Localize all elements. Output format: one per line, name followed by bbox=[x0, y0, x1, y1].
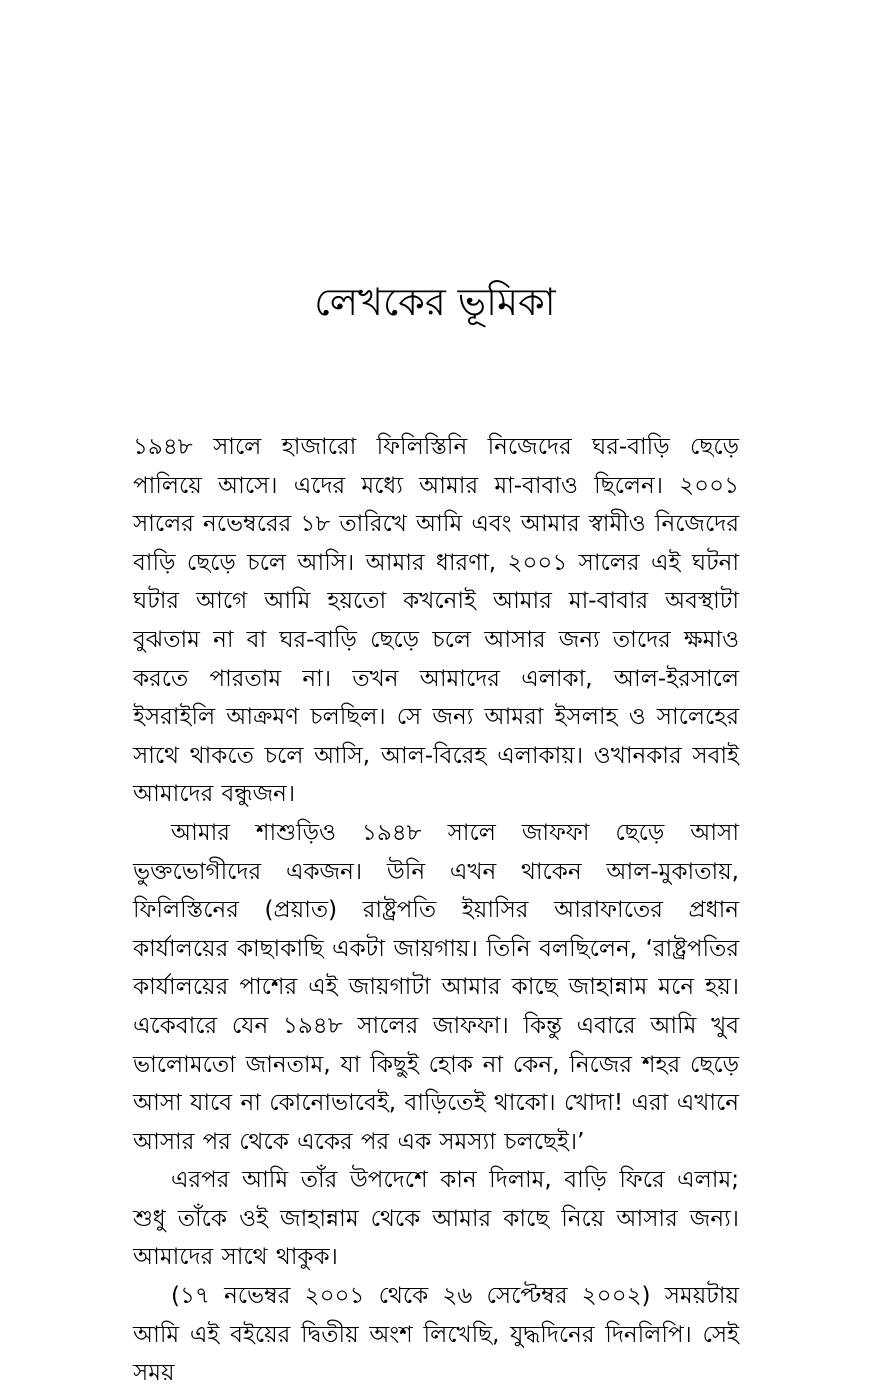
paragraph-4: (১৭ নভেম্বর ২০০১ থেকে ২৬ সেপ্টেম্বর ২০০২) সময়টায় আমি এই বইয়ের দ্বিতীয় অংশ লিখেছি, যুদ্ধদিনের দিনলিপি। সেই সময় bbox=[133, 1283, 739, 1387]
paragraph-2: আমার শাশুড়িও ১৯৪৮ সালে জাফফা ছেড়ে আসা ভুক্তভোগীদের একজন। উনি এখন থাকেন আল-মুকাতায়, ফিলিস্তিনের (প্রয়াত) রাষ্ট্রপতি ইয়াসির আরাফাতের প্রধান কার্যালয়ের কাছাকাছি একটা জায়গায়। তিনি বলছিলেন, ‘রাষ্ট্রপতির কার্যালয়ের পাশের এই জায়গাটা আমার কাছে জাহান্নাম মনে হয়। একেবারে যেন ১৯৪৮ সালের জাফফা। কিন্তু এবারে আমি খুব ভালোমতো জানতাম, যা কিছুই হোক না কেন, নিজের শহর ছেড়ে আসা যাবে না কোনোভাবেই, বাড়িতেই থাকো। খোদা! এরা এখানে আসার পর থেকে একের পর এক সমস্যা চলছেই।’ bbox=[133, 819, 739, 1155]
paragraph-1: ১৯৪৮ সালে হাজারো ফিলিস্তিনি নিজেদের ঘর-বাড়ি ছেড়ে পালিয়ে আসে। এদের মধ্যে আমার মা-বাবাও ছিলেন। ২০০১ সালের নভেম্বরের ১৮ তারিখে আমি এবং আমার স্বামীও নিজেদের বাড়ি ছেড়ে চলে আসি। আমার ধারণা, ২০০১ সালের এই ঘটনা ঘটার আগে আমি হয়তো কখনোই আমার মা-বাবার অবস্থাটা বুঝতাম না বা ঘর-বাড়ি ছেড়ে চলে আসার জন্য তাদের ক্ষমাও করতে পারতাম না। তখন আমাদের এলাকা, আল-ইরসালে ইসরাইলি আক্রমণ চলছিল। সে জন্য আমরা ইসলাহ ও সালেহের সাথে থাকতে চলে আসি, আল-বিরেহ এলাকায়। ওখানকার সবাই আমাদের বন্ধুজন। bbox=[133, 434, 739, 808]
body-text bbox=[133, 428, 739, 1393]
paragraph-3: এরপর আমি তাঁর উপদেশে কান দিলাম, বাড়ি ফিরে এলাম; শুধু তাঁকে ওই জাহান্নাম থেকে আমার কাছে নিয়ে আসার জন্য। আমাদের সাথে থাকুক। bbox=[133, 1167, 739, 1271]
chapter-title: লেখকের ভূমিকা bbox=[314, 280, 556, 324]
